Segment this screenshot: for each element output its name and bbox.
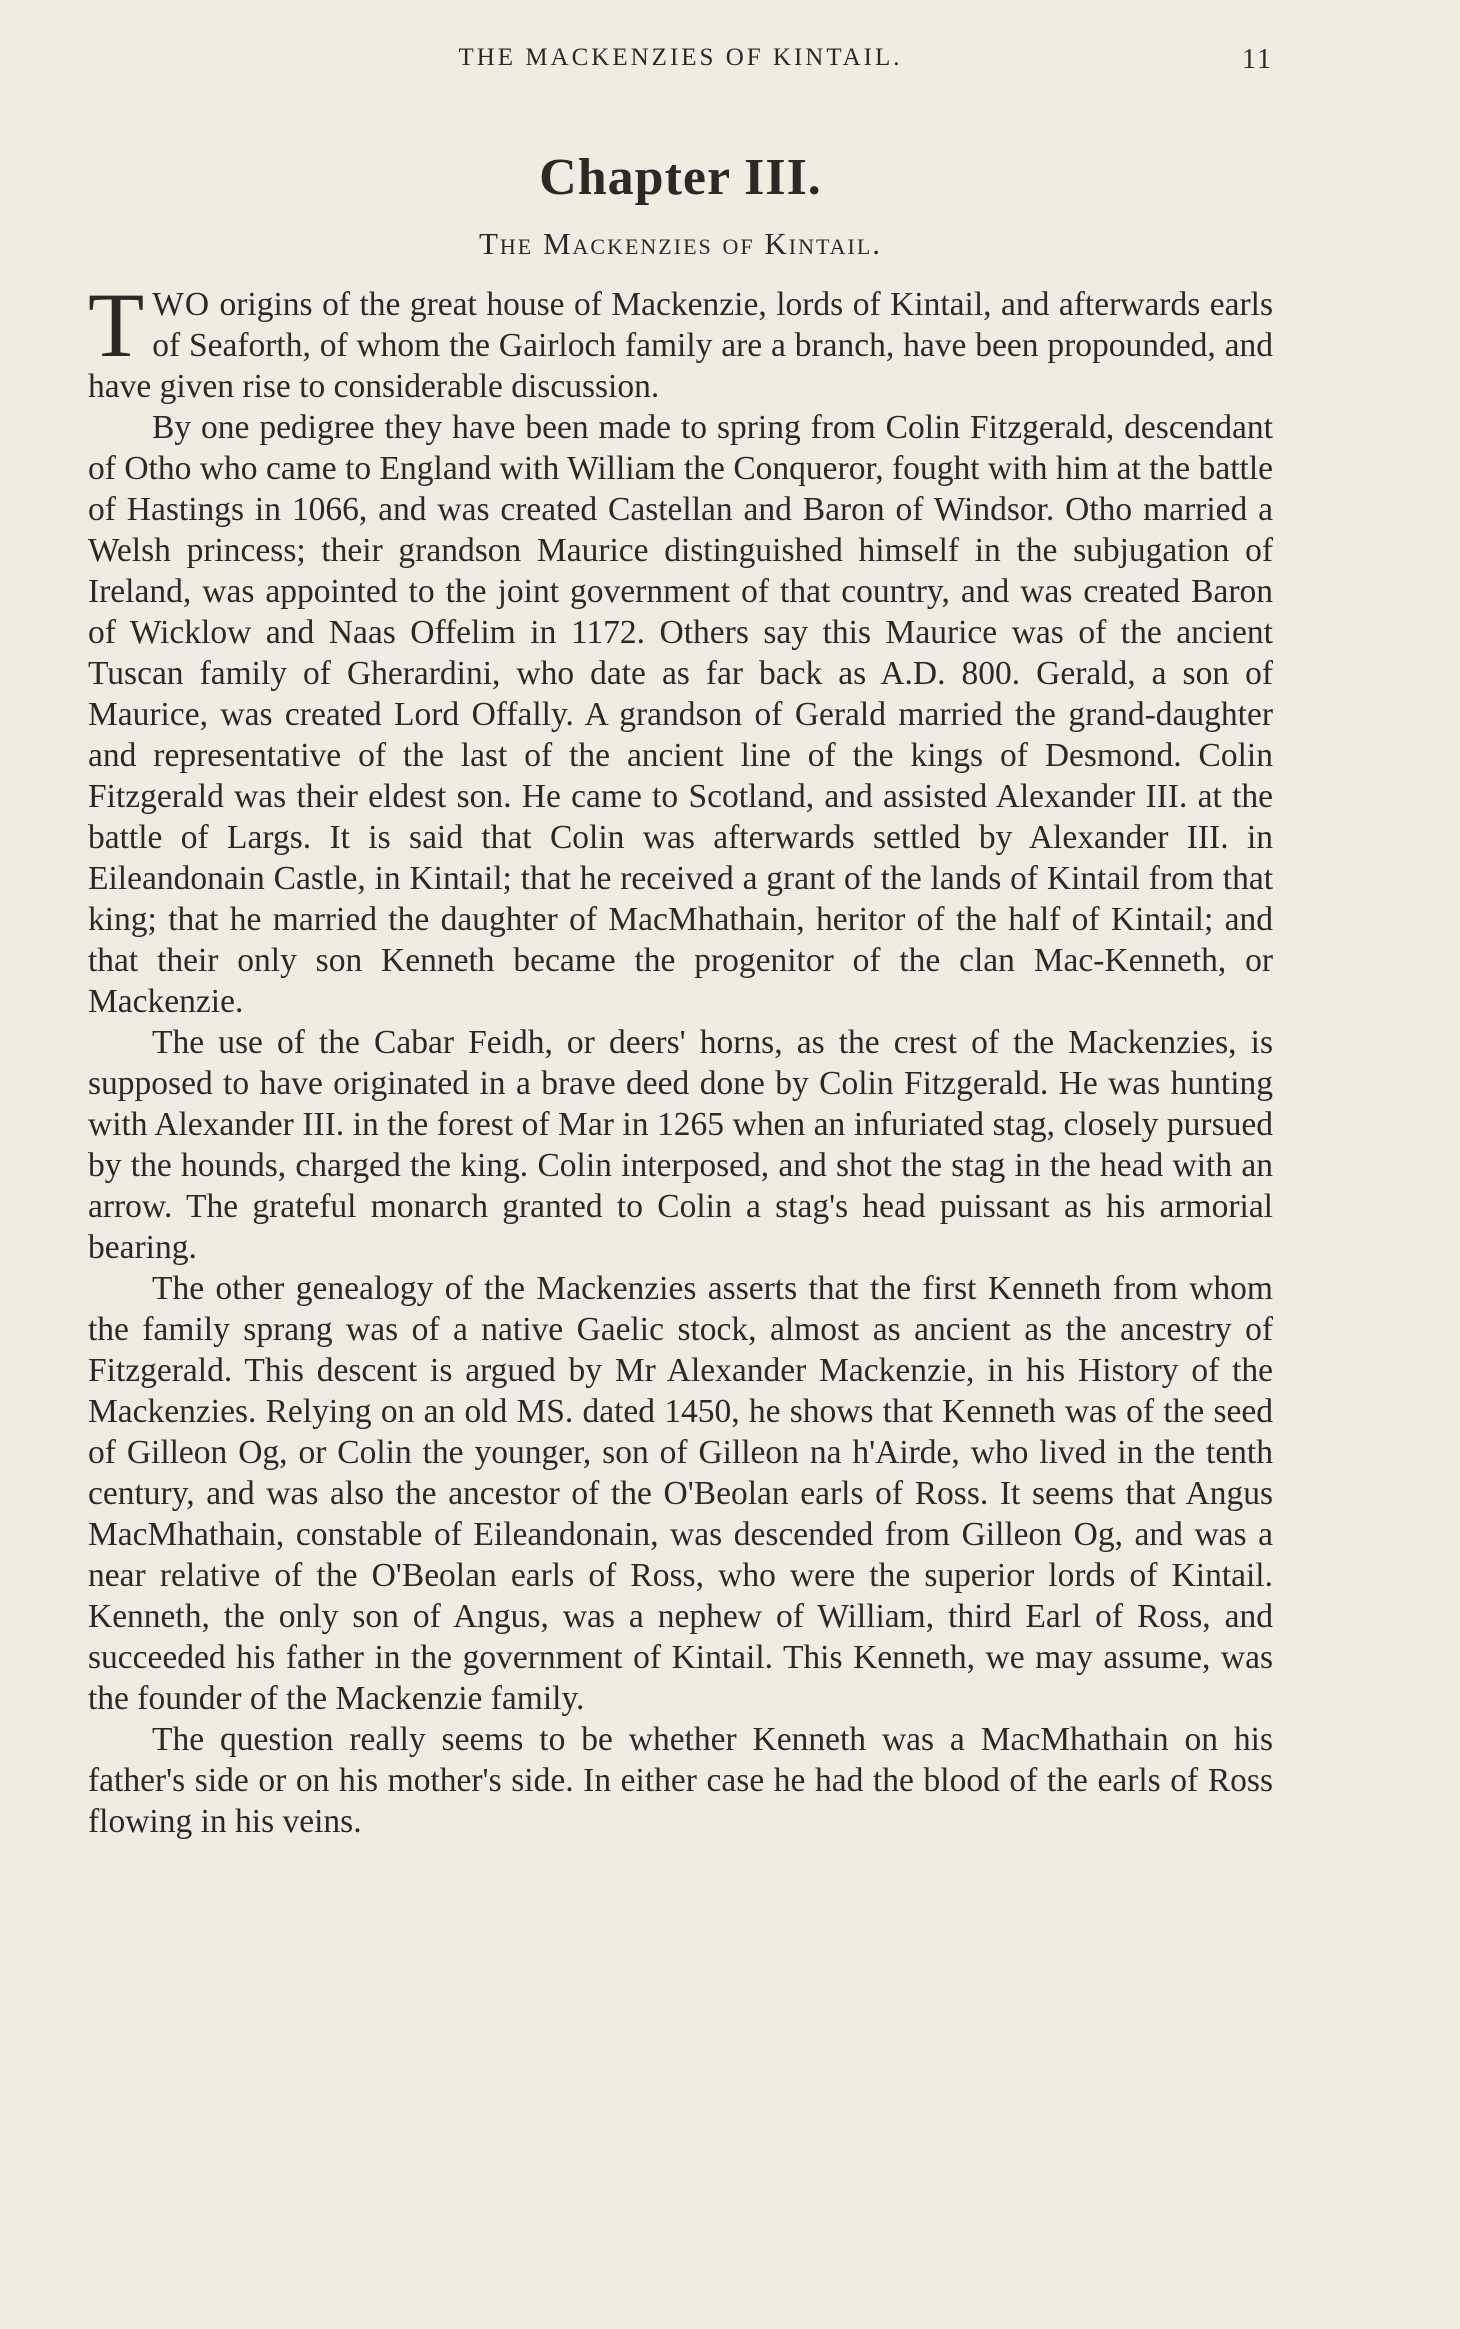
paragraph-1 <box>88 274 1273 407</box>
paragraph-4: The other genealogy of the Mackenzies asserts that the first Kenneth from whom the family sprang was of a native Gaelic stock, almost as ancient as the ancestry of Fitzgerald. This descent is argued by Mr Alexander Mackenzie, in his History of the Mackenzies. Relying on an old MS. dated 1450, he shows that Kenneth was of the seed of Gilleon Og, or Colin the younger, son of Gilleon na h'Airde, who lived in the tenth century, and was also the ancestor of the O'Beolan earls of Ross. It seems that Angus MacMhathain, constable of Eileandonain, was descended from Gilleon Og, and was a near relative of the O'Beolan earls of Ross, who were the superior lords of Kintail. Kenneth, the only son of Angus, was a nephew of William, third Earl of Ross, and succeeded his father in the government of Kintail. This Kenneth, we may assume, was the founder of the Mackenzie family. <box>88 1270 1273 1717</box>
running-head <box>88 44 1273 84</box>
body-text <box>88 274 1273 1842</box>
paragraph-1-text: origins of the great house of Mackenzie, lords of Kintail, and afterwards earls of Seaforth, of whom the Gairloch family are a branch, have been propounded, and have given rise to considerable discussion. <box>88 286 1273 405</box>
chapter-subtitle: The Mackenzies of Kintail. <box>478 226 883 261</box>
page-number: 11 <box>1242 44 1273 75</box>
running-head-title: THE MACKENZIES OF KINTAIL. <box>458 44 903 71</box>
chapter-heading: Chapter III. <box>539 149 822 206</box>
drop-cap: T <box>88 274 145 376</box>
paragraph-3: The use of the Cabar Feidh, or deers' horns, as the crest of the Mackenzies, is supposed to have originated in a brave deed done by Colin Fitzgerald. He was hunting with Alexander III. in the forest of Mar in 1265 when an infuriated stag, closely pursued by the hounds, charged the king. Colin interposed, and shot the stag in the head with an arrow. The grateful monarch granted to Colin a stag's head puissant as his armorial bearing. <box>88 1024 1273 1266</box>
paragraph-2: By one pedigree they have been made to spring from Colin Fitzgerald, descendant of Otho who came to England with William the Conqueror, fought with him at the battle of Hastings in 1066, and was created Castellan and Baron of Windsor. Otho married a Welsh princess; their grandson Maurice distinguished himself in the subjugation of Ireland, was appointed to the joint government of that country, and was created Baron of Wicklow and Naas Offelim in 1172. Others say this Maurice was of the ancient Tuscan family of Gherardini, who date as far back as A.D. 800. Gerald, a son of Maurice, was created Lord Offally. A grandson of Gerald married the grand-daughter and representative of the last of the ancient line of the kings of Desmond. Colin Fitzgerald was their eldest son. He came to Scotland, and assisted Alexander III. at the battle of Largs. It is said that Colin was afterwards settled by Alexander III. in Eileandonain Castle, in Kintail; that he received a grant of the lands of Kintail from that king; that he married the daughter of MacMhathain, heritor of the half of Kintail; and that their only son Kenneth became the progenitor of the clan Mac-Kenneth, or Mackenzie. <box>88 409 1273 1020</box>
lead-word: WO <box>152 286 211 323</box>
paragraph-5: The question really seems to be whether Kenneth was a MacMhathain on his father's side or on his mother's side. In either case he had the blood of the earls of Ross flowing in his veins. <box>88 1721 1273 1840</box>
